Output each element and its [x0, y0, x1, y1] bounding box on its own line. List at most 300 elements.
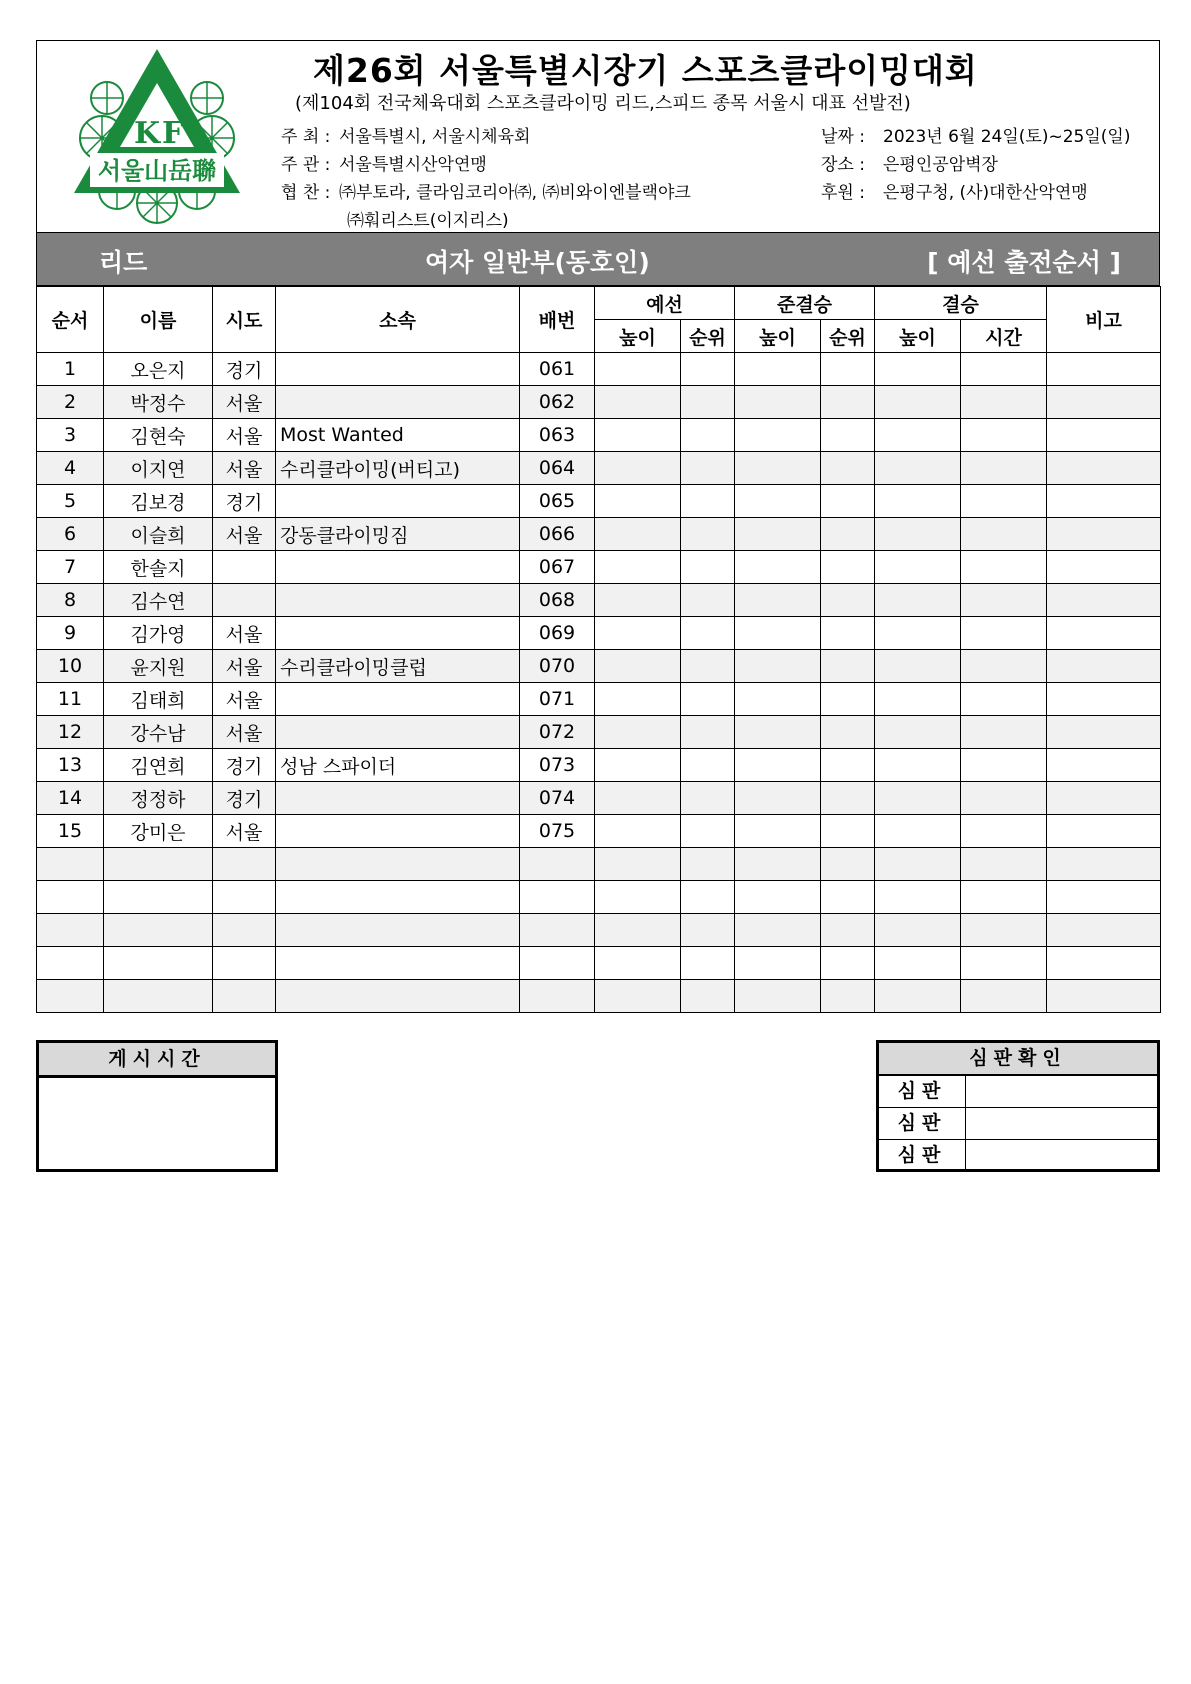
cell-club	[276, 386, 520, 419]
cell-qual-rank	[681, 815, 735, 848]
cell-semi-height	[735, 452, 821, 485]
cell-final-time	[961, 947, 1047, 980]
cell-note	[1047, 914, 1161, 947]
page-subtitle: (제104회 전국체육대회 스포츠클라이밍 리드,스피드 종목 서울시 대표 선발전)	[295, 93, 911, 114]
cell-qual-rank	[681, 980, 735, 1013]
cell-bib: 075	[520, 815, 595, 848]
federation-logo	[62, 43, 252, 233]
table-row	[37, 815, 1161, 848]
cell-club	[276, 881, 520, 914]
cell-qual-rank	[681, 419, 735, 452]
cell-bib: 063	[520, 419, 595, 452]
sponsor-value: ㈜부토라, 클라임코리아㈜, ㈜비와이엔블랙야크	[339, 183, 691, 203]
cell-semi-height	[735, 353, 821, 386]
cell-final-time	[961, 386, 1047, 419]
cell-qual-height	[595, 551, 681, 584]
cell-final-height	[875, 650, 961, 683]
table-row	[37, 782, 1161, 815]
cell-order: 6	[37, 518, 104, 551]
table-row	[37, 881, 1161, 914]
cell-final-time	[961, 716, 1047, 749]
cell-name: 박정수	[104, 386, 213, 419]
cell-final-time	[961, 683, 1047, 716]
cell-final-time	[961, 650, 1047, 683]
cell-semi-rank	[821, 617, 875, 650]
cell-final-height	[875, 386, 961, 419]
cell-order: 15	[37, 815, 104, 848]
host-label: 주 최 :	[281, 127, 331, 147]
cell-order: 10	[37, 650, 104, 683]
cell-qual-rank	[681, 551, 735, 584]
cell-order	[37, 848, 104, 881]
cell-order: 13	[37, 749, 104, 782]
col-note: 비고	[1047, 287, 1161, 353]
cell-club	[276, 716, 520, 749]
cell-final-time	[961, 980, 1047, 1013]
cell-semi-height	[735, 650, 821, 683]
cell-final-height	[875, 782, 961, 815]
col-order: 순서	[37, 287, 104, 353]
cell-final-height	[875, 749, 961, 782]
cell-qual-rank	[681, 386, 735, 419]
cell-club: 강동클라이밍짐	[276, 518, 520, 551]
cell-bib: 067	[520, 551, 595, 584]
cell-bib	[520, 914, 595, 947]
date-label: 날짜 :	[821, 127, 865, 147]
stage-name: [ 예선 출전순서 ]	[927, 248, 1121, 277]
cell-region: 경기	[213, 485, 276, 518]
cell-semi-rank	[821, 815, 875, 848]
cell-semi-rank	[821, 914, 875, 947]
table-row	[37, 452, 1161, 485]
cell-qual-height	[595, 947, 681, 980]
cell-club: 수리클라이밍(버티고)	[276, 452, 520, 485]
cell-semi-height	[735, 881, 821, 914]
cell-semi-rank	[821, 947, 875, 980]
organizer-info	[281, 123, 691, 235]
cell-club: Most Wanted	[276, 419, 520, 452]
cell-final-time	[961, 914, 1047, 947]
cell-semi-height	[735, 980, 821, 1013]
cell-order: 12	[37, 716, 104, 749]
cell-qual-height	[595, 452, 681, 485]
cell-final-height	[875, 815, 961, 848]
cell-final-height	[875, 980, 961, 1013]
cell-bib	[520, 848, 595, 881]
cell-name	[104, 848, 213, 881]
judge-confirm-box	[876, 1040, 1160, 1172]
cell-note	[1047, 353, 1161, 386]
cell-qual-rank	[681, 683, 735, 716]
cell-qual-rank	[681, 749, 735, 782]
cell-final-height	[875, 518, 961, 551]
cell-club	[276, 947, 520, 980]
cell-bib	[520, 980, 595, 1013]
cell-region	[213, 848, 276, 881]
cell-semi-rank	[821, 782, 875, 815]
judge-label: 심판	[879, 1076, 966, 1107]
cell-semi-rank	[821, 881, 875, 914]
col-name: 이름	[104, 287, 213, 353]
cell-final-time	[961, 749, 1047, 782]
cell-name: 김수연	[104, 584, 213, 617]
date-value: 2023년 6월 24일(토)~25일(일)	[883, 127, 1131, 147]
cell-region: 서울	[213, 452, 276, 485]
col-semi-height: 높이	[735, 320, 821, 353]
cell-name: 김태희	[104, 683, 213, 716]
cell-final-height	[875, 848, 961, 881]
cell-club	[276, 617, 520, 650]
cell-name: 김가영	[104, 617, 213, 650]
cell-region: 경기	[213, 749, 276, 782]
organizer-label: 주 관 :	[281, 155, 331, 175]
cell-name: 김현숙	[104, 419, 213, 452]
event-info	[821, 123, 1130, 207]
venue-label: 장소 :	[821, 155, 865, 175]
cell-note	[1047, 749, 1161, 782]
cell-note	[1047, 650, 1161, 683]
cell-qual-height	[595, 980, 681, 1013]
cell-semi-rank	[821, 518, 875, 551]
judge-label: 심판	[879, 1140, 966, 1172]
cell-bib: 064	[520, 452, 595, 485]
col-qual-rank: 순위	[681, 320, 735, 353]
cell-note	[1047, 683, 1161, 716]
cell-order: 14	[37, 782, 104, 815]
col-qualification: 예선	[595, 287, 735, 320]
cell-name: 오은지	[104, 353, 213, 386]
table-row	[37, 551, 1161, 584]
cell-semi-rank	[821, 353, 875, 386]
cell-semi-height	[735, 815, 821, 848]
col-final-time: 시간	[961, 320, 1047, 353]
cell-qual-rank	[681, 353, 735, 386]
cell-qual-height	[595, 353, 681, 386]
cell-name: 이지연	[104, 452, 213, 485]
col-bib: 배번	[520, 287, 595, 353]
cell-final-height	[875, 353, 961, 386]
table-row	[37, 650, 1161, 683]
cell-qual-height	[595, 584, 681, 617]
cell-semi-rank	[821, 386, 875, 419]
cell-order: 7	[37, 551, 104, 584]
cell-order: 11	[37, 683, 104, 716]
cell-bib	[520, 881, 595, 914]
support-value: 은평구청, (사)대한산악연맹	[883, 183, 1088, 203]
cell-region	[213, 881, 276, 914]
cell-name	[104, 980, 213, 1013]
table-row	[37, 914, 1161, 947]
cell-final-time	[961, 518, 1047, 551]
cell-bib: 062	[520, 386, 595, 419]
cell-name: 이슬희	[104, 518, 213, 551]
cell-bib: 073	[520, 749, 595, 782]
cell-order	[37, 881, 104, 914]
judge-row	[879, 1076, 1157, 1108]
cell-club	[276, 551, 520, 584]
cell-final-time	[961, 848, 1047, 881]
cell-club	[276, 815, 520, 848]
cell-final-height	[875, 947, 961, 980]
cell-qual-height	[595, 881, 681, 914]
cell-final-height	[875, 881, 961, 914]
cell-qual-height	[595, 683, 681, 716]
cell-region: 서울	[213, 518, 276, 551]
cell-semi-height	[735, 518, 821, 551]
table-row	[37, 947, 1161, 980]
cell-club	[276, 782, 520, 815]
cell-order: 9	[37, 617, 104, 650]
cell-qual-height	[595, 650, 681, 683]
cell-qual-rank	[681, 848, 735, 881]
col-club: 소속	[276, 287, 520, 353]
posting-time-label: 게시시간	[39, 1043, 275, 1078]
page-title: 제26회 서울특별시장기 스포츠클라이밍대회	[313, 51, 978, 90]
cell-name: 강미은	[104, 815, 213, 848]
cell-semi-rank	[821, 584, 875, 617]
cell-note	[1047, 980, 1161, 1013]
cell-club: 성남 스파이더	[276, 749, 520, 782]
cell-note	[1047, 782, 1161, 815]
venue-value: 은평인공암벽장	[883, 155, 998, 175]
table-row	[37, 419, 1161, 452]
cell-note	[1047, 386, 1161, 419]
cell-note	[1047, 452, 1161, 485]
col-final: 결승	[875, 287, 1047, 320]
cell-name	[104, 914, 213, 947]
cell-name: 정정하	[104, 782, 213, 815]
cell-qual-height	[595, 386, 681, 419]
cell-region: 경기	[213, 782, 276, 815]
cell-bib: 068	[520, 584, 595, 617]
cell-club	[276, 584, 520, 617]
cell-qual-rank	[681, 914, 735, 947]
cell-bib: 061	[520, 353, 595, 386]
cell-name: 한솔지	[104, 551, 213, 584]
cell-semi-rank	[821, 452, 875, 485]
col-qual-height: 높이	[595, 320, 681, 353]
event-name: 리드	[99, 248, 148, 277]
cell-name: 윤지원	[104, 650, 213, 683]
cell-club	[276, 914, 520, 947]
organizer-value: 서울특별시산악연맹	[339, 155, 487, 175]
cell-name	[104, 881, 213, 914]
cell-order: 4	[37, 452, 104, 485]
cell-region: 서울	[213, 683, 276, 716]
cell-region	[213, 914, 276, 947]
cell-semi-rank	[821, 683, 875, 716]
cell-order: 8	[37, 584, 104, 617]
cell-note	[1047, 815, 1161, 848]
cell-final-height	[875, 584, 961, 617]
cell-note	[1047, 518, 1161, 551]
cell-club	[276, 353, 520, 386]
cell-qual-height	[595, 782, 681, 815]
judge-confirm-label: 심판확인	[879, 1043, 1157, 1076]
cell-club: 수리클라이밍클럽	[276, 650, 520, 683]
cell-semi-height	[735, 551, 821, 584]
cell-semi-rank	[821, 716, 875, 749]
logo-letter-k: K	[134, 116, 161, 151]
cell-qual-height	[595, 815, 681, 848]
cell-semi-height	[735, 386, 821, 419]
table-row	[37, 485, 1161, 518]
cell-final-height	[875, 485, 961, 518]
cell-semi-height	[735, 848, 821, 881]
cell-qual-rank	[681, 518, 735, 551]
cell-region	[213, 947, 276, 980]
cell-name	[104, 947, 213, 980]
table-row	[37, 980, 1161, 1013]
cell-club	[276, 485, 520, 518]
table-row	[37, 518, 1161, 551]
table-row	[37, 584, 1161, 617]
cell-qual-height	[595, 518, 681, 551]
cell-note	[1047, 617, 1161, 650]
cell-bib: 072	[520, 716, 595, 749]
cell-semi-height	[735, 683, 821, 716]
table-row	[37, 617, 1161, 650]
cell-qual-rank	[681, 716, 735, 749]
start-order-table	[36, 286, 1161, 1013]
cell-final-time	[961, 485, 1047, 518]
cell-bib: 066	[520, 518, 595, 551]
cell-region	[213, 980, 276, 1013]
cell-note	[1047, 848, 1161, 881]
cell-final-time	[961, 353, 1047, 386]
sheet-header	[36, 40, 1160, 232]
cell-final-height	[875, 452, 961, 485]
cell-semi-height	[735, 485, 821, 518]
cell-order	[37, 947, 104, 980]
cell-semi-rank	[821, 650, 875, 683]
cell-qual-height	[595, 419, 681, 452]
sponsor-value-2: ㈜훠리스트(이지리스)	[347, 211, 509, 231]
cell-region: 서울	[213, 716, 276, 749]
cell-bib: 065	[520, 485, 595, 518]
cell-order	[37, 980, 104, 1013]
cell-bib	[520, 947, 595, 980]
cell-final-height	[875, 419, 961, 452]
cell-region	[213, 551, 276, 584]
cell-semi-rank	[821, 419, 875, 452]
cell-semi-height	[735, 947, 821, 980]
cell-note	[1047, 716, 1161, 749]
cell-final-height	[875, 914, 961, 947]
cell-order: 3	[37, 419, 104, 452]
cell-final-height	[875, 716, 961, 749]
cell-final-time	[961, 584, 1047, 617]
cell-name: 강수남	[104, 716, 213, 749]
cell-note	[1047, 485, 1161, 518]
cell-name: 김연희	[104, 749, 213, 782]
cell-semi-rank	[821, 848, 875, 881]
sponsor-label: 협 찬 :	[281, 183, 331, 203]
cell-region	[213, 584, 276, 617]
cell-region: 경기	[213, 353, 276, 386]
cell-semi-height	[735, 749, 821, 782]
cell-order	[37, 914, 104, 947]
col-final-height: 높이	[875, 320, 961, 353]
cell-final-time	[961, 452, 1047, 485]
table-row	[37, 716, 1161, 749]
cell-qual-height	[595, 617, 681, 650]
cell-final-time	[961, 881, 1047, 914]
cell-bib: 069	[520, 617, 595, 650]
cell-order: 5	[37, 485, 104, 518]
cell-semi-height	[735, 419, 821, 452]
cell-bib: 071	[520, 683, 595, 716]
col-semi-rank: 순위	[821, 320, 875, 353]
cell-semi-height	[735, 716, 821, 749]
cell-semi-height	[735, 914, 821, 947]
cell-final-time	[961, 782, 1047, 815]
table-row	[37, 353, 1161, 386]
cell-semi-rank	[821, 485, 875, 518]
division-name: 여자 일반부(동호인)	[425, 248, 650, 277]
cell-qual-rank	[681, 947, 735, 980]
cell-note	[1047, 881, 1161, 914]
cell-semi-height	[735, 584, 821, 617]
cell-bib: 074	[520, 782, 595, 815]
cell-region: 서울	[213, 617, 276, 650]
table-row	[37, 386, 1161, 419]
cell-final-time	[961, 419, 1047, 452]
logo-name: 서울山岳聯	[97, 157, 217, 185]
cell-name: 김보경	[104, 485, 213, 518]
col-semifinal: 준결승	[735, 287, 875, 320]
cell-note	[1047, 584, 1161, 617]
cell-region: 서울	[213, 419, 276, 452]
result-sheet	[36, 40, 1160, 1013]
cell-semi-rank	[821, 749, 875, 782]
cell-final-height	[875, 683, 961, 716]
cell-semi-height	[735, 617, 821, 650]
cell-final-time	[961, 815, 1047, 848]
cell-qual-height	[595, 848, 681, 881]
cell-semi-rank	[821, 551, 875, 584]
cell-qual-rank	[681, 782, 735, 815]
cell-final-height	[875, 551, 961, 584]
table-row	[37, 848, 1161, 881]
cell-region: 서울	[213, 386, 276, 419]
support-label: 후원 :	[821, 183, 865, 203]
cell-order: 2	[37, 386, 104, 419]
cell-qual-height	[595, 914, 681, 947]
cell-region: 서울	[213, 650, 276, 683]
table-row	[37, 749, 1161, 782]
cell-qual-rank	[681, 584, 735, 617]
cell-final-height	[875, 617, 961, 650]
cell-qual-height	[595, 716, 681, 749]
cell-qual-height	[595, 485, 681, 518]
cell-qual-rank	[681, 452, 735, 485]
cell-order: 1	[37, 353, 104, 386]
cell-semi-rank	[821, 980, 875, 1013]
cell-note	[1047, 419, 1161, 452]
table-row	[37, 683, 1161, 716]
cell-club	[276, 848, 520, 881]
posting-time-box	[36, 1040, 278, 1172]
cell-final-time	[961, 551, 1047, 584]
cell-qual-rank	[681, 617, 735, 650]
cell-qual-rank	[681, 650, 735, 683]
cell-semi-height	[735, 782, 821, 815]
judge-row	[879, 1140, 1157, 1172]
cell-final-time	[961, 617, 1047, 650]
cell-qual-rank	[681, 485, 735, 518]
cell-qual-height	[595, 749, 681, 782]
